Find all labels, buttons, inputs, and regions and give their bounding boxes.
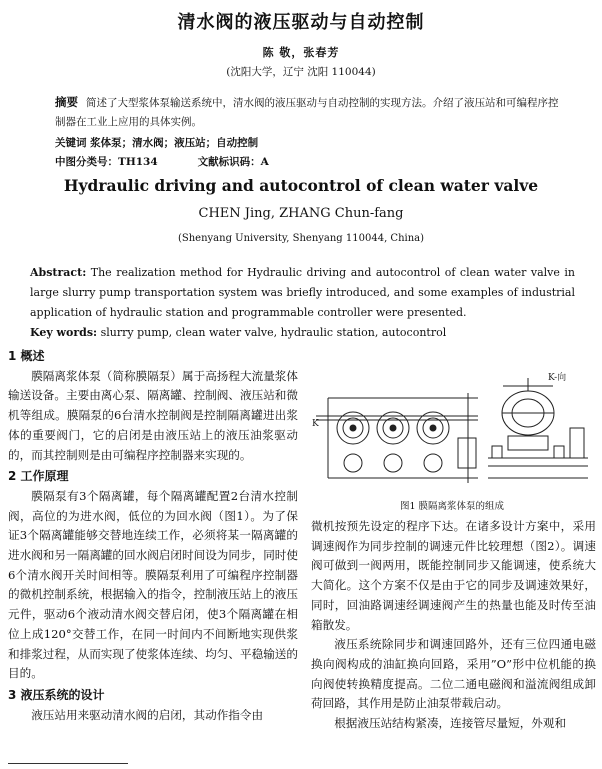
title-cn: 清水阀的液压驱动与自动控制 <box>177 12 425 33</box>
figure-1-caption: 图1 膜隔离浆体泵的组成 <box>399 501 505 512</box>
keywords-en <box>30 326 446 339</box>
left-column <box>8 347 298 725</box>
affiliation-cn: (沈阳大学，辽宁 沈阳 110044) <box>226 66 376 78</box>
abstract-cn-text: 简述了大型浆体泵输送系统中，清水阀的液压驱动与自动控制的实现方法。介绍了液压站和可编程序控制器在工业上应用的具体实例。 <box>55 97 559 128</box>
right-paragraph-1: 微机按预先设定的程序下达。在诸多设计方案中，采用调速阀作为同步控制的调速元件比较理想（图2）。调速阀可做到一阀两用，既能控制同步又能调速，使系统大大简化。这个方案不仅是由于它的同步及调速效果好，同时，回油路调速经调速阀产生的热量也能及时传至油箱散发。 <box>311 519 596 632</box>
keywords-en-label: Key words: <box>30 326 98 339</box>
footnote-rule <box>8 763 128 764</box>
abstract-cn-label: 摘要 <box>55 95 78 109</box>
figure-1-diagram <box>308 368 596 498</box>
right-paragraph-2: 液压系统除同步和调速回路外，还有三位四通电磁换向阀构成的油缸换向回路，采用”O”形中位机能的换向阀使转换精度提高。二位二通电磁阀和溢流阀组成卸荷回路，其作用是防止油泵带载启动。 <box>311 637 596 711</box>
classification-cn: 中图分类号：TH134 <box>55 156 158 168</box>
affiliation-en: (Shenyang University, Shenyang 110044, China) <box>177 233 425 244</box>
authors-cn: 陈 敬，张春芳 <box>262 46 340 59</box>
classification-row-cn <box>55 154 309 169</box>
right-paragraph-3: 根据液压站结构紧凑，连接管尽量短，外观和 <box>334 716 567 731</box>
right-column <box>311 517 596 734</box>
doc-code-cn: 文献标识码：A <box>197 156 269 168</box>
section-2-heading: 2 工作原理 <box>8 469 69 484</box>
section-1-paragraph: 膜隔离浆体泵（简称膜隔泵）属于高扬程大流量浆体输送设备。主要由离心泵、隔离罐、控制阀、液压站和微机等组成。膜隔泵的6台清水控制阀是控制隔离罐进出浆体的重要阀门，它的启闭是由液压站上的液压油浆驱动的，而其控制则是由可编程序控制器来实现的。 <box>8 368 298 462</box>
keywords-en-text: slurry pump, clean water valve, hydraulic station, autocontrol <box>100 326 447 339</box>
abstract-en-text: The realization method for Hydraulic driving and autocontrol of clean water valve in large slurry pump transportation system was briefly introduced, and some examples of industrial application of hydraulic station and programmable controller were presented. <box>30 266 576 319</box>
title-en: Hydraulic driving and autocontrol of clean water valve <box>63 176 539 195</box>
section-3-heading: 3 液压系统的设计 <box>8 687 105 702</box>
keywords-cn: 关键词 浆体泵；清水阀；液压站；自动控制 <box>55 137 259 149</box>
abstract-cn <box>55 93 565 132</box>
abstract-en-label: Abstract: <box>30 266 87 279</box>
section-1-heading: 1 概述 <box>8 349 45 363</box>
section-2-paragraph: 膜隔泵有3个隔离罐，每个隔离罐配置2台清水控制阀，高位的为进水阀，低位的为回水阀（图1）。为了保证3个隔离罐能够交替地连续工作，必须将某一隔离罐的进水阀和另一隔离罐的回水阀启闭时间设为同步，同时使6个清水阀开关时间相等。膜隔泵利用了可编程序控制器的微机控制系统，根据输入的指令，控制液压站上的液压元件，驱动6个液动清水阀交替启闭，使3个隔离罐在相位上成120°交替工作，在同一时间内不间断地实现供浆和排浆过程，从而实现了使浆体连续、均匀、平稳输送的目的。 <box>8 488 298 681</box>
figure-label-k: K <box>312 419 319 429</box>
section-3-paragraph: 液压站用来驱动清水阀的启闭，其动作指令由 <box>31 707 264 722</box>
figure-label-k-view: K-向 <box>548 373 567 383</box>
authors-en: CHEN Jing, ZHANG Chun-fang <box>198 206 404 221</box>
abstract-en <box>30 263 575 323</box>
